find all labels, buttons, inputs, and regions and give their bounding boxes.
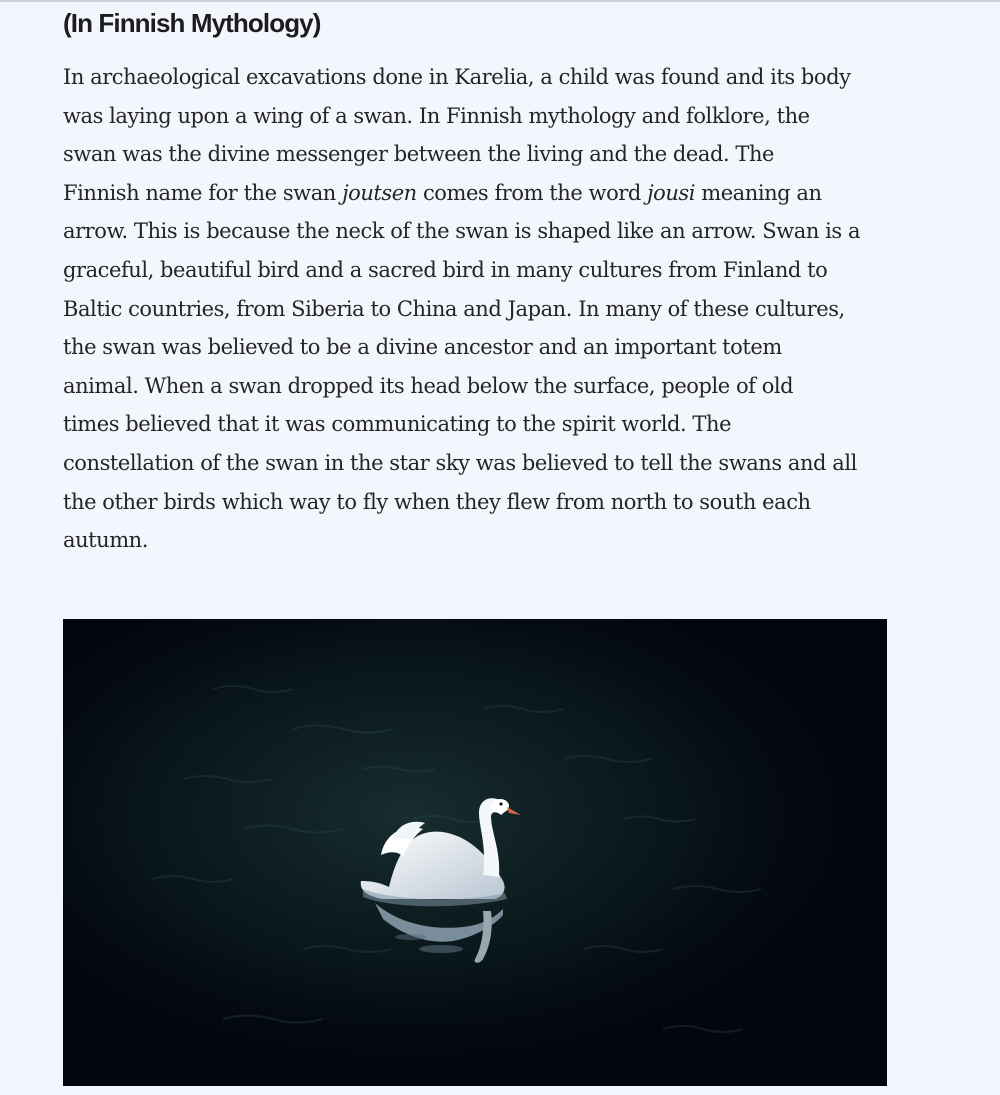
line-text: comes from the word <box>416 180 648 205</box>
paragraph-line: arrow. This is because the neck of the swan is shaped like an arrow. Swan is a <box>63 219 861 244</box>
paragraph-line <box>63 174 893 213</box>
line-text: meaning an <box>695 180 822 205</box>
section-heading: (In Finnish Mythology) <box>63 8 321 38</box>
swan-photo <box>63 619 887 1086</box>
paragraph-line: autumn. <box>63 528 148 553</box>
top-divider <box>0 0 1000 2</box>
italic-term-jousi: jousi <box>647 180 696 205</box>
paragraph-line: swan was the divine messenger between the living and the dead. The <box>63 142 775 167</box>
paragraph-line: constellation of the swan in the star sky was believed to tell the swans and all <box>63 450 857 475</box>
article-paragraph <box>63 58 893 560</box>
italic-term-joutsen: joutsen <box>342 180 417 205</box>
line-text: Finnish name for the swan <box>63 180 343 205</box>
paragraph-line: the other birds which way to fly when they flew from north to south each <box>63 489 811 514</box>
paragraph-line: was laying upon a wing of a swan. In Finnish mythology and folklore, the <box>63 103 810 128</box>
paragraph-line: times believed that it was communicating to the spirit world. The <box>63 412 732 437</box>
swan-illustration <box>63 619 887 1086</box>
paragraph-line: animal. When a swan dropped its head below the surface, people of old <box>63 373 794 398</box>
paragraph-line: Baltic countries, from Siberia to China and Japan. In many of these cultures, <box>63 296 845 321</box>
paragraph-line: In archaeological excavations done in Karelia, a child was found and its body <box>63 65 851 89</box>
paragraph-line: graceful, beautiful bird and a sacred bird in many cultures from Finland to <box>63 257 828 282</box>
paragraph-line: the swan was believed to be a divine ancestor and an important totem <box>63 335 782 360</box>
swan-eye <box>499 802 502 805</box>
